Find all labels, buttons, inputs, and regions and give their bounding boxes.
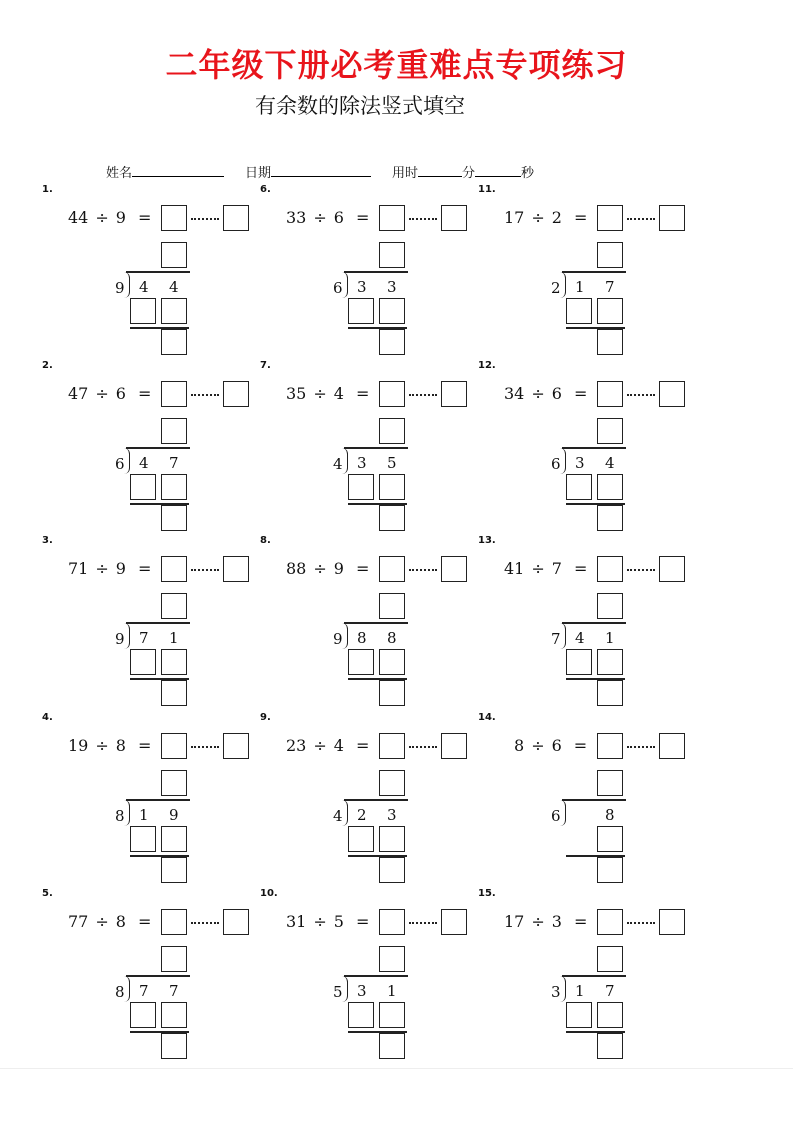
dividend: 33 (286, 208, 307, 227)
problem-item (478, 535, 708, 710)
equals-sign: = (137, 384, 152, 403)
product-ones-box[interactable] (597, 826, 623, 852)
division-equation (286, 208, 369, 227)
quotient-box[interactable] (597, 909, 623, 935)
divisor: 5 (333, 912, 344, 931)
quotient-box[interactable] (597, 556, 623, 582)
dividend: 41 (504, 559, 525, 578)
name-field (106, 162, 224, 181)
product-tens-box[interactable] (130, 649, 156, 675)
division-bar (562, 975, 626, 977)
dividend-ones-digit: 8 (605, 806, 615, 824)
problem-number: 13. (478, 535, 496, 546)
dividend-tens-digit: 8 (357, 629, 367, 647)
date-field (245, 162, 371, 181)
page-title: 二年级下册必考重难点专项练习 (165, 47, 628, 83)
name-blank[interactable] (132, 164, 224, 177)
product-ones-box[interactable] (379, 1002, 405, 1028)
remainder-result-box[interactable] (161, 505, 187, 531)
equals-sign: = (355, 208, 370, 227)
product-tens-box[interactable] (130, 826, 156, 852)
remainder-dots (627, 218, 655, 220)
division-equation (504, 559, 587, 578)
remainder-box[interactable] (659, 556, 685, 582)
remainder-box[interactable] (223, 733, 249, 759)
problem-number: 2. (42, 360, 53, 371)
divide-sign: ÷ (531, 384, 545, 403)
division-bar (344, 271, 408, 273)
dividend: 77 (68, 912, 89, 931)
minutes-blank[interactable] (418, 164, 462, 177)
problem-number: 5. (42, 888, 53, 899)
divisor: 4 (333, 736, 344, 755)
division-bar (344, 975, 408, 977)
division-equation (68, 384, 151, 403)
dividend-ones-digit: 1 (605, 629, 615, 647)
divisor-digit: 9 (115, 279, 125, 297)
divisor: 2 (551, 208, 562, 227)
quotient-box[interactable] (161, 909, 187, 935)
quotient-digit-box[interactable] (597, 946, 623, 972)
quotient-digit-box[interactable] (161, 770, 187, 796)
remainder-box[interactable] (659, 733, 685, 759)
quotient-digit-box[interactable] (597, 242, 623, 268)
divisor: 7 (551, 559, 562, 578)
problem-item (42, 712, 272, 887)
dividend: 23 (286, 736, 307, 755)
quotient-box[interactable] (597, 205, 623, 231)
division-equation (68, 736, 151, 755)
equals-sign: = (137, 559, 152, 578)
remainder-dots (627, 746, 655, 748)
problem-item (260, 888, 490, 1063)
seconds-blank[interactable] (475, 164, 521, 177)
division-equation (504, 912, 587, 931)
dividend-ones-digit: 1 (387, 982, 397, 1000)
divisor-digit: 3 (551, 983, 561, 1001)
product-ones-box[interactable] (597, 298, 623, 324)
division-bracket (124, 448, 130, 474)
product-ones-box[interactable] (161, 1002, 187, 1028)
problem-item (260, 360, 490, 535)
remainder-dots (191, 746, 219, 748)
divisor: 6 (551, 736, 562, 755)
quotient-box[interactable] (379, 381, 405, 407)
division-bar (344, 447, 408, 449)
division-bracket (560, 448, 566, 474)
dividend: 35 (286, 384, 307, 403)
divisor-digit: 9 (115, 630, 125, 648)
time-field (392, 162, 534, 181)
problem-number: 4. (42, 712, 53, 723)
dividend-ones-digit: 7 (605, 278, 615, 296)
dividend-ones-digit: 3 (387, 278, 397, 296)
equals-sign: = (137, 208, 152, 227)
quotient-digit-box[interactable] (379, 242, 405, 268)
remainder-result-box[interactable] (379, 857, 405, 883)
dividend: 31 (286, 912, 307, 931)
remainder-box[interactable] (441, 205, 467, 231)
remainder-dots (191, 394, 219, 396)
quotient-digit-box[interactable] (379, 770, 405, 796)
division-bar (344, 799, 408, 801)
divisor: 8 (115, 912, 126, 931)
remainder-box[interactable] (223, 909, 249, 935)
dividend: 17 (504, 208, 525, 227)
product-tens-box[interactable] (566, 298, 592, 324)
quotient-digit-box[interactable] (379, 593, 405, 619)
equals-sign: = (573, 912, 588, 931)
equals-sign: = (573, 208, 588, 227)
product-tens-box[interactable] (348, 298, 374, 324)
product-ones-box[interactable] (161, 474, 187, 500)
remainder-result-box[interactable] (597, 329, 623, 355)
remainder-box[interactable] (659, 909, 685, 935)
division-bar (126, 799, 190, 801)
quotient-box[interactable] (161, 733, 187, 759)
equals-sign: = (355, 736, 370, 755)
product-ones-box[interactable] (597, 649, 623, 675)
dividend-ones-digit: 5 (387, 454, 397, 472)
page-subtitle: 有余数的除法竖式填空 (255, 95, 465, 118)
divide-sign: ÷ (531, 736, 545, 755)
dividend: 34 (504, 384, 525, 403)
divide-sign: ÷ (531, 912, 545, 931)
problem-item (478, 360, 708, 535)
dividend-ones-digit: 4 (605, 454, 615, 472)
remainder-box[interactable] (223, 556, 249, 582)
division-equation (68, 208, 151, 227)
remainder-box[interactable] (659, 205, 685, 231)
divide-sign: ÷ (95, 559, 109, 578)
divisor: 9 (333, 559, 344, 578)
divisor: 8 (115, 736, 126, 755)
divisor-digit: 4 (333, 807, 343, 825)
dividend: 44 (68, 208, 89, 227)
problem-item (260, 535, 490, 710)
remainder-box[interactable] (223, 205, 249, 231)
quotient-digit-box[interactable] (161, 593, 187, 619)
dividend-tens-digit: 3 (575, 454, 585, 472)
remainder-result-box[interactable] (379, 505, 405, 531)
problem-item (42, 184, 272, 359)
dividend-ones-digit: 8 (387, 629, 397, 647)
dividend-tens-digit: 3 (357, 454, 367, 472)
dividend-tens-digit: 2 (357, 806, 367, 824)
problem-item (42, 888, 272, 1063)
divisor-digit: 2 (551, 279, 561, 297)
dividend-tens-digit: 1 (575, 278, 585, 296)
division-bracket (124, 272, 130, 298)
remainder-dots (409, 922, 437, 924)
product-tens-box[interactable] (348, 826, 374, 852)
remainder-result-box[interactable] (597, 857, 623, 883)
product-ones-box[interactable] (161, 649, 187, 675)
divisor-digit: 6 (333, 279, 343, 297)
division-bracket (342, 800, 348, 826)
product-ones-box[interactable] (597, 474, 623, 500)
divisor-digit: 6 (551, 807, 561, 825)
problem-item (478, 888, 708, 1063)
division-bracket (342, 976, 348, 1002)
remainder-result-box[interactable] (597, 680, 623, 706)
divide-sign: ÷ (95, 384, 109, 403)
problem-number: 1. (42, 184, 53, 195)
remainder-box[interactable] (441, 733, 467, 759)
equals-sign: = (573, 384, 588, 403)
product-tens-box[interactable] (566, 649, 592, 675)
division-bar (344, 622, 408, 624)
product-ones-box[interactable] (379, 298, 405, 324)
divisor: 6 (333, 208, 344, 227)
remainder-dots (409, 394, 437, 396)
division-equation (514, 736, 587, 755)
quotient-box[interactable] (379, 205, 405, 231)
remainder-dots (409, 569, 437, 571)
remainder-dots (409, 746, 437, 748)
quotient-digit-box[interactable] (597, 593, 623, 619)
divisor-digit: 8 (115, 807, 125, 825)
dividend-ones-digit: 3 (387, 806, 397, 824)
division-bar (126, 271, 190, 273)
dividend-tens-digit: 4 (139, 454, 149, 472)
quotient-box[interactable] (161, 381, 187, 407)
product-ones-box[interactable] (161, 298, 187, 324)
dividend-tens-digit: 3 (357, 278, 367, 296)
problem-number: 7. (260, 360, 271, 371)
date-label: 日期 (245, 165, 272, 180)
division-bar (126, 975, 190, 977)
divisor: 9 (115, 559, 126, 578)
quotient-box[interactable] (597, 381, 623, 407)
remainder-result-box[interactable] (379, 680, 405, 706)
divisor-digit: 6 (115, 455, 125, 473)
equals-sign: = (355, 912, 370, 931)
dividend: 47 (68, 384, 89, 403)
division-equation (286, 384, 369, 403)
division-bracket (560, 800, 566, 826)
remainder-result-box[interactable] (379, 1033, 405, 1059)
divisor: 3 (551, 912, 562, 931)
divisor-digit: 5 (333, 983, 343, 1001)
product-ones-box[interactable] (161, 826, 187, 852)
divisor-digit: 8 (115, 983, 125, 1001)
remainder-dots (627, 569, 655, 571)
product-ones-box[interactable] (597, 1002, 623, 1028)
divisor: 6 (551, 384, 562, 403)
equals-sign: = (573, 559, 588, 578)
dividend: 88 (286, 559, 307, 578)
seconds-label: 秒 (521, 165, 535, 180)
dividend-tens-digit: 7 (139, 982, 149, 1000)
product-ones-box[interactable] (379, 826, 405, 852)
remainder-dots (191, 922, 219, 924)
remainder-result-box[interactable] (597, 1033, 623, 1059)
divide-sign: ÷ (95, 912, 109, 931)
division-equation (68, 912, 151, 931)
divide-sign: ÷ (95, 736, 109, 755)
remainder-box[interactable] (223, 381, 249, 407)
quotient-box[interactable] (161, 556, 187, 582)
quotient-box[interactable] (379, 556, 405, 582)
dividend: 8 (514, 736, 525, 755)
division-equation (504, 384, 587, 403)
dividend-ones-digit: 7 (605, 982, 615, 1000)
problem-number: 9. (260, 712, 271, 723)
dividend-ones-digit: 7 (169, 982, 179, 1000)
remainder-result-box[interactable] (597, 505, 623, 531)
product-tens-box[interactable] (566, 474, 592, 500)
remainder-dots (191, 569, 219, 571)
divide-sign: ÷ (95, 208, 109, 227)
equals-sign: = (355, 559, 370, 578)
quotient-digit-box[interactable] (161, 418, 187, 444)
division-bracket (560, 623, 566, 649)
divide-sign: ÷ (313, 559, 327, 578)
remainder-box[interactable] (441, 556, 467, 582)
problem-number: 3. (42, 535, 53, 546)
divide-sign: ÷ (313, 384, 327, 403)
date-blank[interactable] (271, 164, 371, 177)
remainder-result-box[interactable] (161, 857, 187, 883)
division-bar (562, 622, 626, 624)
dividend-ones-digit: 1 (169, 629, 179, 647)
problem-number: 6. (260, 184, 271, 195)
problem-number: 10. (260, 888, 278, 899)
remainder-box[interactable] (441, 381, 467, 407)
remainder-box[interactable] (441, 909, 467, 935)
dividend-ones-digit: 4 (169, 278, 179, 296)
division-equation (68, 559, 151, 578)
problem-number: 15. (478, 888, 496, 899)
divisor-digit: 9 (333, 630, 343, 648)
quotient-digit-box[interactable] (379, 946, 405, 972)
quotient-digit-box[interactable] (161, 242, 187, 268)
equals-sign: = (137, 912, 152, 931)
problem-item (260, 712, 490, 887)
quotient-digit-box[interactable] (379, 418, 405, 444)
product-tens-box[interactable] (348, 649, 374, 675)
dividend-tens-digit: 1 (575, 982, 585, 1000)
dividend: 17 (504, 912, 525, 931)
dividend-ones-digit: 9 (169, 806, 179, 824)
product-ones-box[interactable] (379, 474, 405, 500)
quotient-box[interactable] (379, 733, 405, 759)
problem-number: 12. (478, 360, 496, 371)
division-bracket (124, 976, 130, 1002)
divisor: 9 (115, 208, 126, 227)
problem-number: 8. (260, 535, 271, 546)
problem-item (478, 184, 708, 359)
problem-number: 11. (478, 184, 496, 195)
dividend-tens-digit: 4 (575, 629, 585, 647)
quotient-digit-box[interactable] (161, 946, 187, 972)
division-bracket (342, 623, 348, 649)
division-bar (562, 799, 626, 801)
division-bar (562, 447, 626, 449)
division-bar (126, 447, 190, 449)
dividend-tens-digit: 7 (139, 629, 149, 647)
equals-sign: = (573, 736, 588, 755)
divisor-digit: 4 (333, 455, 343, 473)
dividend-tens-digit: 3 (357, 982, 367, 1000)
problem-item (42, 535, 272, 710)
quotient-box[interactable] (161, 205, 187, 231)
equals-sign: = (355, 384, 370, 403)
division-bar (562, 271, 626, 273)
division-bracket (560, 976, 566, 1002)
division-equation (286, 559, 369, 578)
remainder-dots (191, 218, 219, 220)
remainder-dots (627, 394, 655, 396)
division-bracket (560, 272, 566, 298)
product-tens-box[interactable] (130, 298, 156, 324)
divisor: 6 (115, 384, 126, 403)
remainder-dots (627, 922, 655, 924)
problem-number: 14. (478, 712, 496, 723)
remainder-result-box[interactable] (161, 1033, 187, 1059)
product-tens-box[interactable] (348, 474, 374, 500)
problem-item (42, 360, 272, 535)
remainder-result-box[interactable] (379, 329, 405, 355)
divisor: 4 (333, 384, 344, 403)
division-bracket (124, 800, 130, 826)
division-bracket (342, 272, 348, 298)
time-label: 用时 (392, 165, 419, 180)
dividend-tens-digit: 4 (139, 278, 149, 296)
divide-sign: ÷ (313, 208, 327, 227)
divisor-digit: 7 (551, 630, 561, 648)
dividend-tens-digit: 1 (139, 806, 149, 824)
divide-sign: ÷ (313, 736, 327, 755)
remainder-dots (409, 218, 437, 220)
remainder-result-box[interactable] (161, 329, 187, 355)
dividend: 19 (68, 736, 89, 755)
product-ones-box[interactable] (379, 649, 405, 675)
minutes-label: 分 (462, 165, 476, 180)
division-equation (286, 736, 369, 755)
remainder-box[interactable] (659, 381, 685, 407)
dividend-ones-digit: 7 (169, 454, 179, 472)
quotient-digit-box[interactable] (597, 418, 623, 444)
dividend: 71 (68, 559, 89, 578)
problem-item (478, 712, 708, 887)
quotient-box[interactable] (597, 733, 623, 759)
divide-sign: ÷ (531, 559, 545, 578)
product-tens-box[interactable] (566, 1002, 592, 1028)
product-tens-box[interactable] (130, 1002, 156, 1028)
division-equation (504, 208, 587, 227)
divisor-digit: 6 (551, 455, 561, 473)
division-bar (126, 622, 190, 624)
product-tens-box[interactable] (348, 1002, 374, 1028)
divide-sign: ÷ (313, 912, 327, 931)
division-equation (286, 912, 369, 931)
equals-sign: = (137, 736, 152, 755)
name-label: 姓名 (106, 165, 133, 180)
divide-sign: ÷ (531, 208, 545, 227)
divider (0, 1068, 793, 1069)
division-bracket (124, 623, 130, 649)
division-bracket (342, 448, 348, 474)
problem-item (260, 184, 490, 359)
remainder-result-box[interactable] (161, 680, 187, 706)
product-tens-box[interactable] (130, 474, 156, 500)
quotient-digit-box[interactable] (597, 770, 623, 796)
quotient-box[interactable] (379, 909, 405, 935)
